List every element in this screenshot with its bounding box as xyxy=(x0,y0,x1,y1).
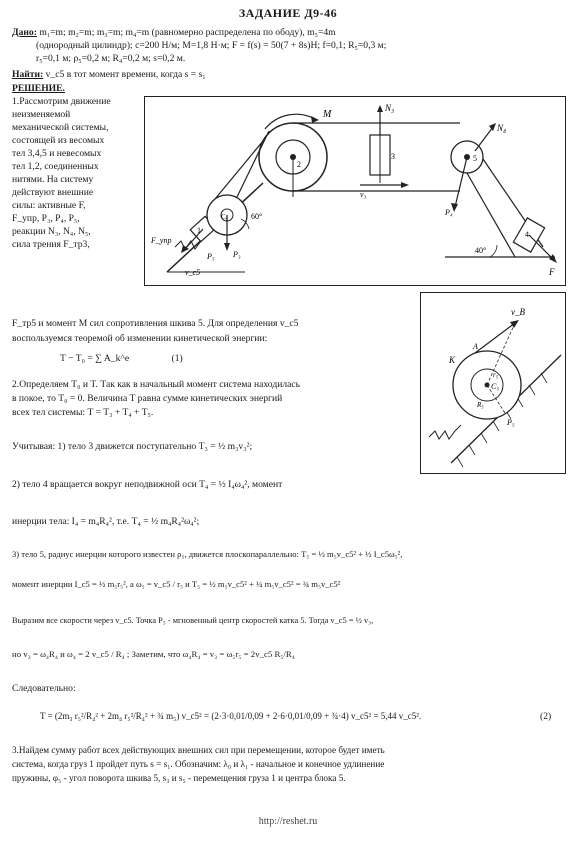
find-label: Найти: xyxy=(12,69,44,80)
find-text: v_c5 в тот момент времени, когда s = s₁ xyxy=(45,69,206,80)
mech-label: 40° xyxy=(475,246,487,255)
given-line-1 xyxy=(12,26,336,39)
disk-label: r₅ xyxy=(493,371,499,379)
mechanism-figure xyxy=(144,96,566,286)
intro-line: F_упр, P₃, P₄, P₅, xyxy=(12,213,80,224)
intro-line: состоящей из весомых xyxy=(12,135,105,146)
intro-line: тел 1,2, соединенных xyxy=(12,161,99,172)
kinetic-energy-equation xyxy=(40,710,421,723)
body4-line: инерции тела: I₄ = m₄R₄², т.е. T₄ = ½ m₄R₄²ω₄²; xyxy=(12,516,200,527)
step3-line: система, когда груз 1 пройдет путь s = s₁. Обозначим: λ₀ и λ₁ - начальное и конечное удлинение xyxy=(12,759,385,769)
mech-label: 1 xyxy=(197,226,201,235)
mech-label: 3 xyxy=(391,152,395,161)
intro-line: силы: активные F, xyxy=(12,200,86,211)
step2-line: 2.Определяем T₀ и T. Так как в начальный момент система находилась xyxy=(12,379,301,390)
mech-label: 4 xyxy=(525,230,529,239)
disk-label: R₅ xyxy=(477,401,484,409)
kinetic-energy-number: (2) xyxy=(540,711,552,722)
solution-label: РЕШЕНИЕ. xyxy=(12,83,65,94)
given-text-3: r₅=0,1 м; ρ₅=0,2 м; R₄=0,2 м; s=0,2 м. xyxy=(36,53,186,64)
mech-label: v₃ xyxy=(360,190,367,199)
step3-line: пружины, φ₅ - угол поворота шкива 5, s₃ и s₅ - перемещения груза 1 и центра блока 5. xyxy=(12,773,346,783)
mechanism-diagram xyxy=(145,97,565,285)
consequently-label: Следовательно: xyxy=(12,683,76,694)
mech-label: M xyxy=(323,109,332,120)
body5-line: 3) тело 5, радиус инерции которого известен ρ₅, движется плоскопараллельно: T₅ = ½ m₅v_c5² + ½ I_c5ω₅², xyxy=(12,549,403,559)
given-text-1: m₁=m; m₂=m; m₃=m; m₄=m (равномерно распределена по ободу), m₅=4m xyxy=(39,27,336,38)
express-line: Выразим все скорости через v_c5. Точка P₅ - мгновенный центр скоростей катка 5. Тогда v_c5 = ½ v₃, xyxy=(12,616,374,625)
page-title: ЗАДАНИЕ Д9-46 xyxy=(238,6,338,20)
mech-label: P₃ xyxy=(233,250,241,259)
solution-line: воспользуемся теоремой об изменении кинетической энергии: xyxy=(12,333,268,344)
mech-label: N₃ xyxy=(385,103,395,113)
disk-label: C₅ xyxy=(491,382,500,391)
mech-label: 2 xyxy=(297,160,301,169)
step2-line: в покое, то T₀ = 0. Величина T равна сумме кинетических энергий xyxy=(12,393,283,404)
given-text-2: (однородный цилиндр); c=200 Н/м; M=1,8 Н·м; F = f(s) = 50(7 + 8s)Н; f=0,1; R₅=0,3 м; xyxy=(36,40,387,51)
body5-line: момент инерции I_c5 = ½ m₅r₅², а ω₅ = v_c5 / r₅ и T₅ = ½ m₅v_c5² + ¼ m₅v_c5² = ¾ m₅v_c5² xyxy=(12,579,341,589)
mech-label: F xyxy=(549,267,555,277)
body3-line: Учитывая: 1) тело 3 движется поступательно T₃ = ½ m₃v₃²; xyxy=(12,441,253,452)
step3-line: 3.Найдем сумму работ всех действующих внешних сил при перемещении, которое будет иметь xyxy=(12,745,385,755)
rolling-disk-diagram xyxy=(421,293,565,473)
mech-label: 60° xyxy=(251,212,263,221)
intro-line: неизменяемой xyxy=(12,109,71,120)
mech-label: F_упр xyxy=(151,236,172,245)
theorem-equation xyxy=(60,352,183,365)
intro-line: реакции N₃, N₄, N₅, xyxy=(12,226,91,237)
disk-label: K xyxy=(449,355,456,365)
intro-line: тел 3,4,5 и невесомых xyxy=(12,148,102,159)
given-label: Дано: xyxy=(12,27,37,38)
intro-line: нитями. На систему xyxy=(12,174,94,185)
theorem-number: (1) xyxy=(171,353,183,364)
kinetic-energy-formula: T = (2m₃ r₅²/R₄² + 2m₄ r₅²/R₄² + ¾ m₅) v_c5² = (2·3·0,01/0,09 + 2·6·0,01/0,09 + ¾·4) v_c5² = 5,44 v_c5². xyxy=(40,711,422,721)
find-line xyxy=(12,68,206,81)
disk-label: P₅ xyxy=(507,418,515,427)
intro-line: сила трения F_тр3, xyxy=(12,239,90,250)
intro-line: 1.Рассмотрим движение xyxy=(12,96,111,107)
mech-label: C₅ xyxy=(221,213,229,221)
body4-line: 2) тело 4 вращается вокруг неподвижной оси T₄ = ½ I₄ω₄², момент xyxy=(12,479,283,490)
mech-label: v_c5 xyxy=(185,268,201,277)
express-line: но v₃ = ω₄R₄ и ω₄ = 2 v_c5 / R₄ ; Заметим, что ω₄R₄ = v₃ = ω₅r₅ = 2v_c5 R₅/R₄ xyxy=(12,649,295,659)
mech-label: P₅ xyxy=(207,252,215,261)
mech-label: P₄ xyxy=(445,208,453,217)
disk-label: v_B xyxy=(511,307,525,317)
theorem-formula: T − T₀ = ∑ A_k^e xyxy=(60,353,130,364)
intro-line: действуют внешние xyxy=(12,187,94,198)
mech-label: N₄ xyxy=(497,123,507,133)
rolling-disk-figure xyxy=(420,292,566,474)
mech-label: 5 xyxy=(473,154,477,163)
footer-url: http://reshet.ru xyxy=(258,816,318,827)
solution-line: F_тр5 и момент M сил сопротивления шкива 5. Для определения v_c5 xyxy=(12,318,299,329)
disk-label: A xyxy=(473,342,478,351)
intro-line: механической системы, xyxy=(12,122,109,133)
step2-line: всех тел системы: T = T₃ + T₄ + T₅. xyxy=(12,407,154,418)
